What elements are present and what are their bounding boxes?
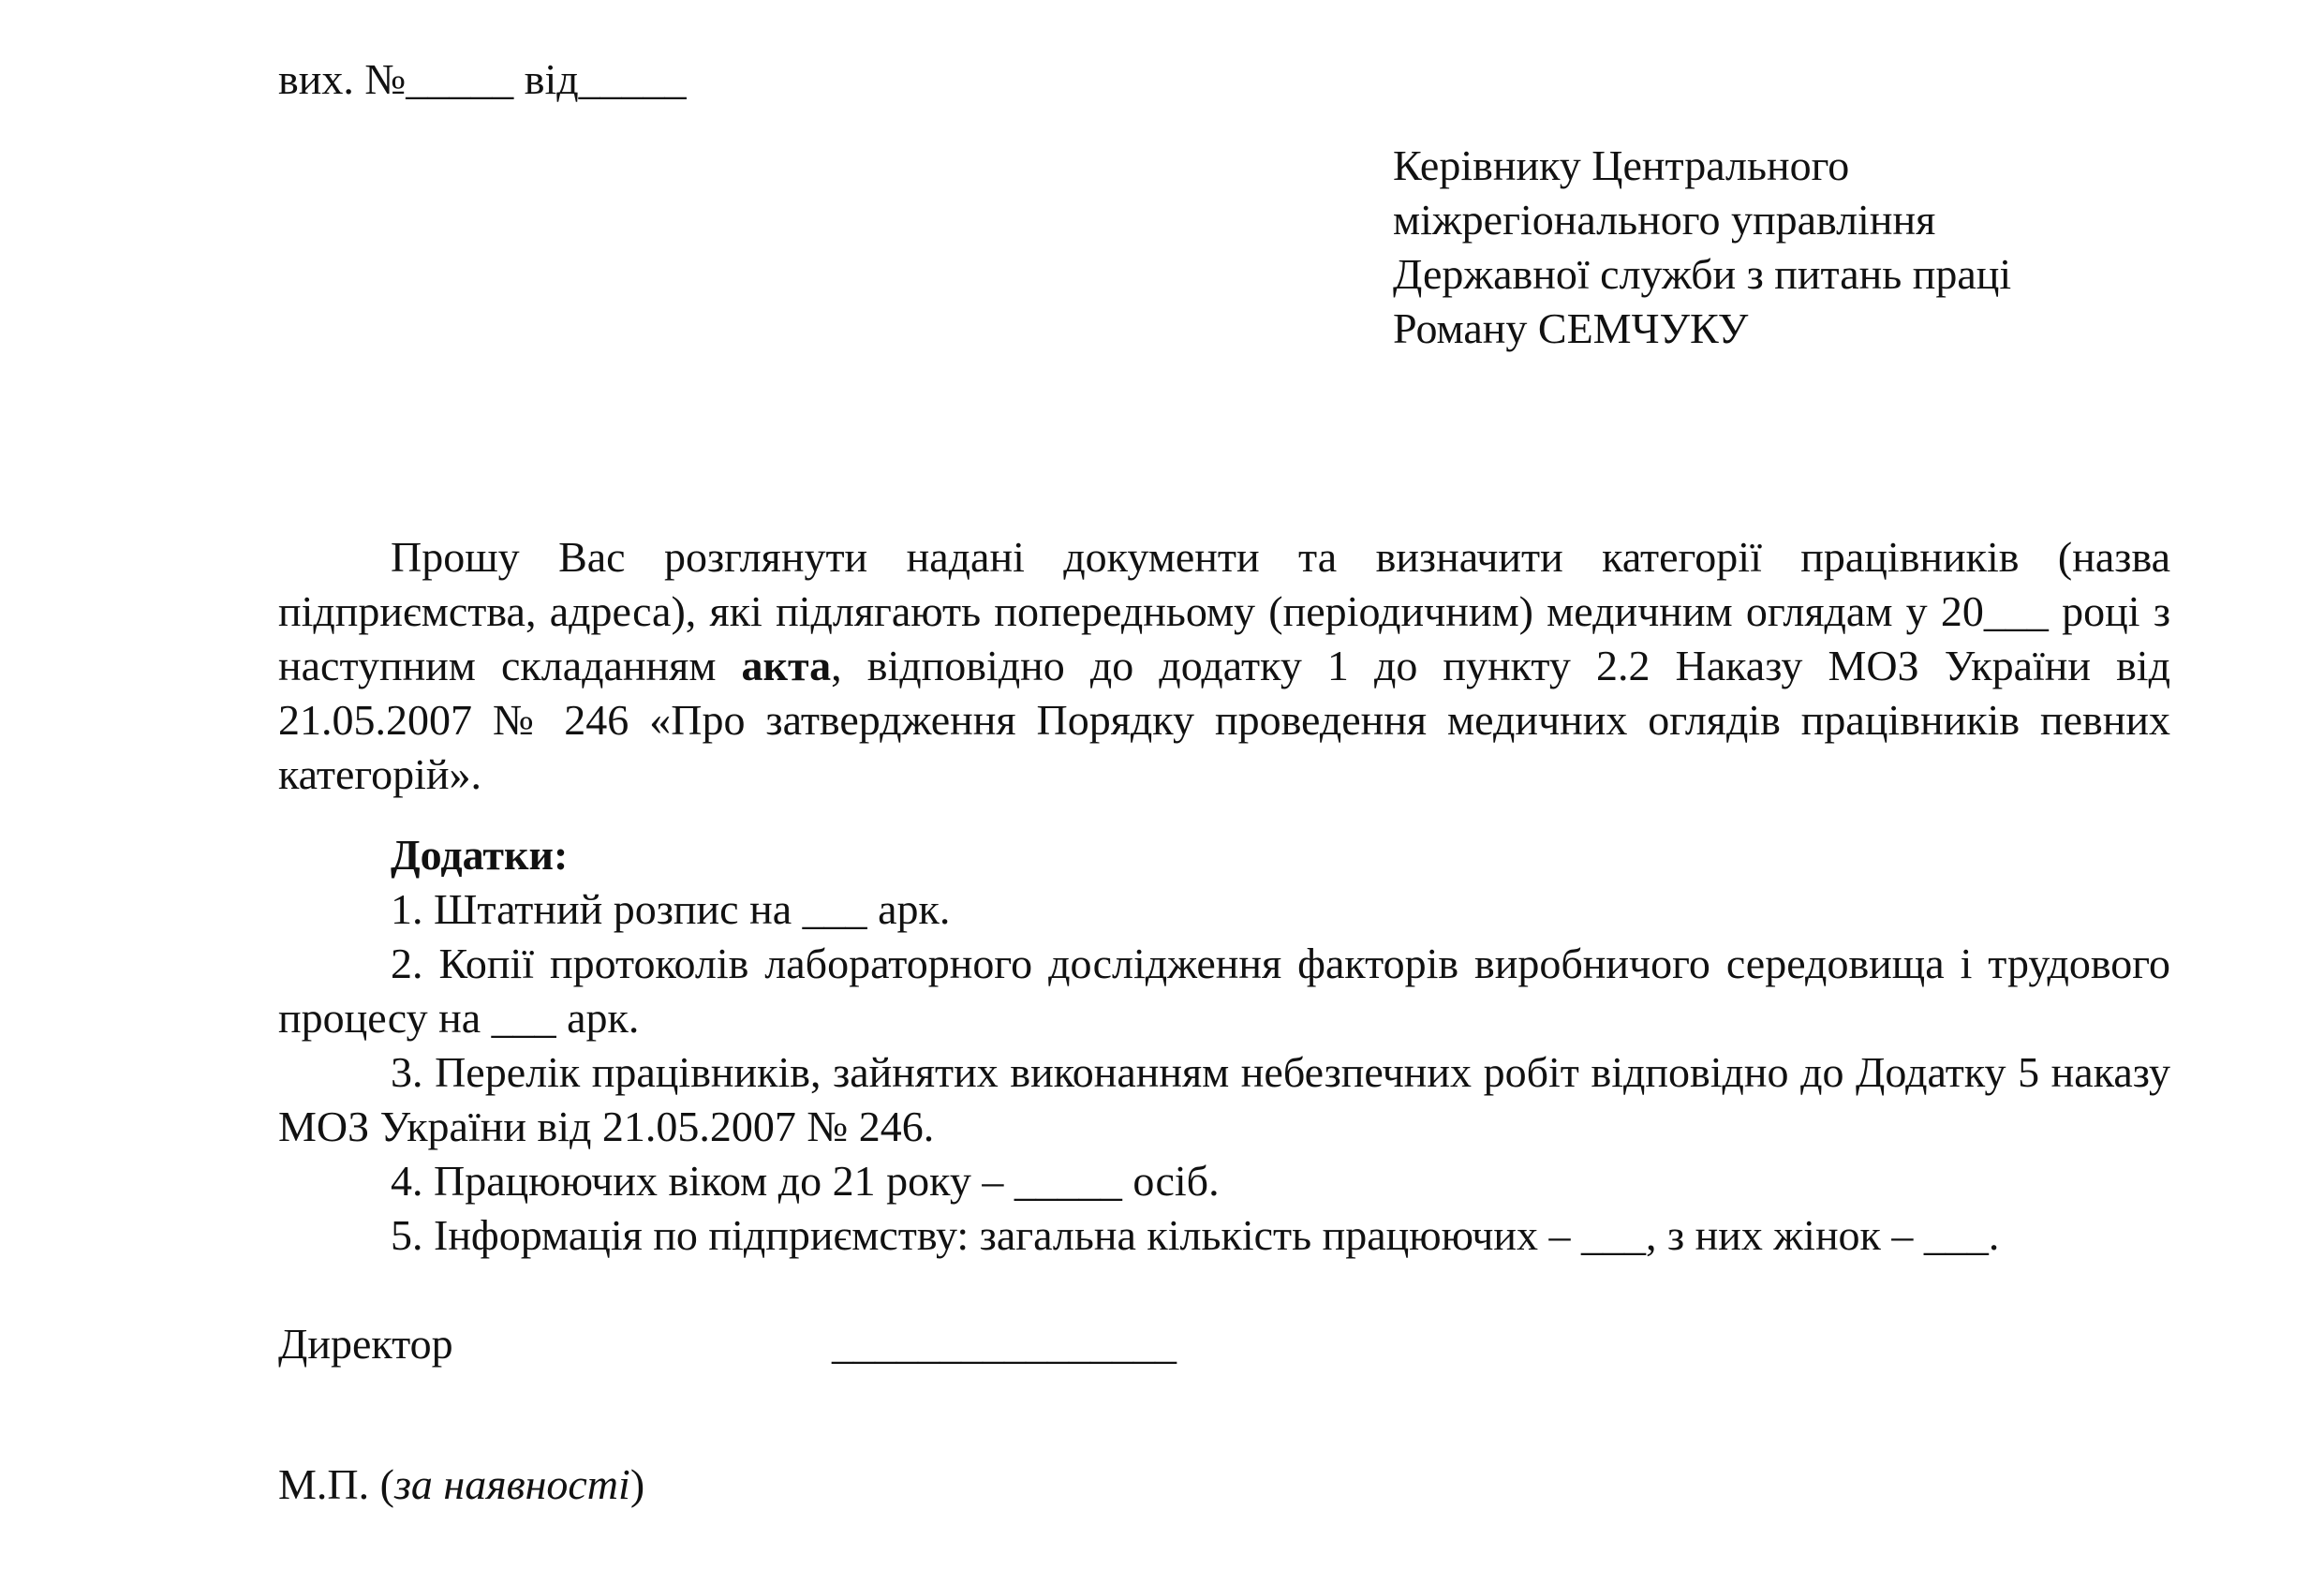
stamp-prefix: М.П. ( — [278, 1460, 394, 1508]
addressee-line: Державної служби з питань праці — [1393, 250, 2012, 298]
director-title: Директор — [278, 1320, 453, 1368]
addressee-block — [1393, 139, 2011, 356]
outgoing-reference: вих. №_____ від_____ — [278, 55, 687, 103]
addressee-line: Керівнику Центрального — [1393, 141, 1850, 189]
addressee-line: Роману СЕМЧУКУ — [1393, 304, 1749, 352]
request-paragraph — [278, 530, 2170, 802]
stamp-suffix: ) — [629, 1460, 645, 1508]
signature-line: ________________ — [832, 1320, 1177, 1368]
stamp-note — [278, 1458, 644, 1512]
request-text-start: Прошу Вас розглянути надані документи та визначити категорії працівників (назва підприємства, адреса), які підлягають попередньому (періодичним) медичним оглядам у 20___ році з наступним складанням — [278, 533, 2170, 689]
stamp-italic-note: за наявності — [393, 1460, 630, 1508]
attachment-item: 2. Копії протоколів лабораторного дослідження факторів виробничого середовища і трудового процесу на ___ арк. — [278, 940, 2170, 1042]
addressee-line: міжрегіонального управління — [1393, 196, 1936, 244]
request-bold-word: акта — [741, 642, 832, 689]
attachments-section — [278, 828, 2170, 1263]
attachment-item: 1. Штатний розпис на ___ арк. — [391, 885, 951, 933]
attachment-item: 4. Працюючих віком до 21 року – _____ осіб. — [391, 1157, 1220, 1205]
attachment-item: 3. Перелік працівників, зайнятих виконанням небезпечних робіт відповідно до Додатку 5 наказу МОЗ України від 21.05.2007 № 246. — [278, 1048, 2170, 1150]
request-text-end: , відповідно до додатку 1 до пункту 2.2 Наказу МОЗ України від 21.05.2007 № 246 «Про затвердження Порядку проведення медичних оглядів працівників певних категорій». — [278, 642, 2170, 798]
attachments-heading: Додатки: — [391, 831, 569, 879]
attachment-item: 5. Інформація по підприємству: загальна кількість працюючих – ___, з них жінок – ___. — [391, 1211, 2000, 1259]
